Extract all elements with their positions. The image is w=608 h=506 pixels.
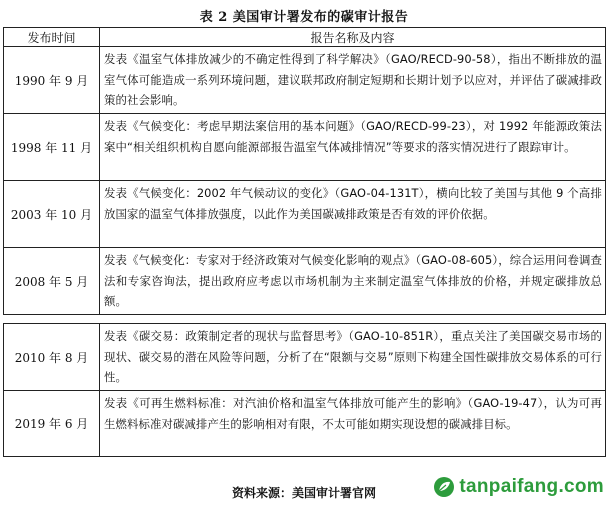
row-content: 发表《温室气体排放减少的不确定性得到了科学解决》（GAO/RECD-90-58），指出不断排放的温室气体可能造成一系列环境问题，建议联邦政府制定短期和长期计划予以应对，并评估了碳减排政策的社会影响。 bbox=[100, 47, 606, 114]
watermark-text: tanpaifang.com bbox=[459, 476, 604, 497]
table-caption: 表 2 美国审计署发布的碳审计报告 bbox=[199, 10, 409, 25]
header-report-content: 报告名称及内容 bbox=[100, 28, 606, 47]
gap-cell bbox=[4, 315, 606, 324]
row-date: 2019 年 6 月 bbox=[4, 391, 100, 457]
table-gap bbox=[4, 315, 606, 324]
row-content: 发表《气候变化：专家对于经济政策对气候变化影响的观点》（GAO-08-605），综合运用问卷调查法和专家咨询法，提出政府应考虑以市场机制为主来制定温室气体排放的价格，并规定碳排放总额。 bbox=[100, 248, 606, 315]
header-publish-date: 发布时间 bbox=[4, 28, 100, 47]
row-date: 2008 年 5 月 bbox=[4, 248, 100, 315]
table-row bbox=[4, 391, 606, 457]
source-note: 资料来源：美国审计署官网 bbox=[231, 486, 376, 500]
site-watermark bbox=[433, 476, 604, 498]
table-row bbox=[4, 181, 606, 248]
row-date: 2003 年 10 月 bbox=[4, 181, 100, 248]
audit-report-table bbox=[3, 27, 606, 457]
table-header-row bbox=[4, 28, 606, 47]
table-row bbox=[4, 324, 606, 391]
row-content: 发表《气候变化：2002 年气候动议的变化》（GAO-04-131T），横向比较了美国与其他 9 个高排放国家的温室气体排放强度，以此作为美国碳减排政策是否有效的评价依据。 bbox=[100, 181, 606, 248]
row-content: 发表《气候变化：考虑早期法案信用的基本问题》（GAO/RECD-99-23），对 1992 年能源政策法案中“相关组织机构自愿向能源部报告温室气体减排情况”等要求的落实情况进行了跟踪审计。 bbox=[100, 114, 606, 181]
row-date: 1990 年 9 月 bbox=[4, 47, 100, 114]
table-row bbox=[4, 248, 606, 315]
row-date: 2010 年 8 月 bbox=[4, 324, 100, 391]
table-row bbox=[4, 114, 606, 181]
table-row bbox=[4, 47, 606, 114]
row-date: 1998 年 11 月 bbox=[4, 114, 100, 181]
leaf-logo-icon bbox=[433, 476, 455, 498]
row-content: 发表《可再生燃料标准：对汽油价格和温室气体排放可能产生的影响》（GAO-19-47），认为可再生燃料标准对碳减排产生的影响相对有限，不太可能如期实现设想的碳减排目标。 bbox=[100, 391, 606, 457]
row-content: 发表《碳交易：政策制定者的现状与监督思考》（GAO-10-851R），重点关注了美国碳交易市场的现状、碳交易的潜在风险等问题，分析了在“限额与交易”原则下构建全国性碳排放交易体系的可行性。 bbox=[100, 324, 606, 391]
